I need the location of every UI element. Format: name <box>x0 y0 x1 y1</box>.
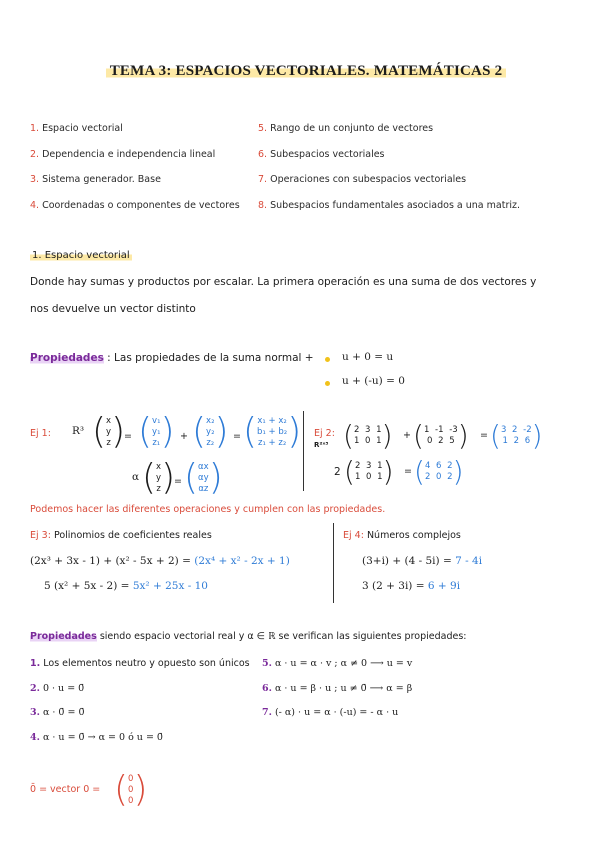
index-item-1: 1. Espacio vectorial <box>30 123 123 134</box>
vector-xyz-2: ( x y z ) <box>142 457 176 498</box>
zero-vector: ( 0 0 0 ) <box>114 769 148 810</box>
property-4: 4. α · u = 0̄ → α = 0 ó u = 0̄ <box>30 732 163 743</box>
divider <box>303 411 304 491</box>
index-item-8: 8. Subespacios fundamentales asociados a una matriz. <box>258 200 520 211</box>
example-2-space: R²ˣ³ <box>314 441 329 449</box>
index-item-6: 6. Subespacios vectoriales <box>258 149 385 160</box>
divider <box>333 523 334 603</box>
matrix-3: ( 2 3 1 1 0 1 ) <box>344 455 394 488</box>
matrix-scaled: ( 4 6 2 2 0 2 ) <box>414 455 464 488</box>
property-2: 2. 0 · u = 0̄ <box>30 683 85 694</box>
index-item-7: 7. Operaciones con subespacios vectoriales <box>258 174 467 185</box>
section-heading: 1. Espacio vectorial <box>32 250 130 261</box>
bullet-icon <box>325 357 330 362</box>
property-7: 7. (- α) · u = α · (-u) = - α · u <box>262 707 399 718</box>
example-3-sum: (2x³ + 3x - 1) + (x² - 5x + 2) = (2x⁴ + x² - 2x + 1) <box>30 555 290 567</box>
index-item-4: 4. Coordenadas o componentes de vectores <box>30 200 240 211</box>
property-1: 1. Los elementos neutro y opuesto son únicos <box>30 658 250 669</box>
section-text-line-2: nos devuelve un vector distinto <box>30 303 196 315</box>
section-text-line-1: Donde hay sumas y productos por escalar. La primera operación es una suma de dos vectores y <box>30 276 537 288</box>
property-3: 3. α · 0̄ = 0̄ <box>30 707 85 718</box>
matrix-sum: ( 3 2 -2 1 2 6 ) <box>490 419 543 452</box>
properties-line: Propiedades : Las propiedades de la suma normal + <box>30 352 314 364</box>
matrix-1: ( 2 3 1 1 0 1 ) <box>343 419 393 452</box>
example-3-header: Ej 3: Polinomios de coeficientes reales <box>30 530 212 541</box>
matrix-scalar: 2 <box>334 466 341 478</box>
vector-scaled: ( αx αy αz ) <box>184 457 223 498</box>
index-item-5: 5. Rango de un conjunto de vectores <box>258 123 434 134</box>
page-title: TEMA 3: ESPACIOS VECTORIALES. MATEMÁTICAS 2 <box>76 63 536 80</box>
note-text: Podemos hacer las diferentes operaciones y cumplen con las propiedades. <box>30 504 386 515</box>
vector-sum: ( x₁ + x₂ b₁ + b₂ z₁ + z₂ ) <box>243 411 302 452</box>
property-6: 6. α · u = β · u ; u ≠ 0̄ ⟶ α = β <box>262 683 413 694</box>
example-4-sum: (3+i) + (4 - 5i) = 7 - 4i <box>362 555 483 567</box>
example-1-space: R³ <box>72 425 85 437</box>
index-item-3: 3. Sistema generador. Base <box>30 174 161 185</box>
example-2-label: Ej 2: <box>314 428 335 439</box>
bullet-icon <box>325 381 330 386</box>
example-1-label: Ej 1: <box>30 428 51 439</box>
property-neutral: u + 0 = u <box>342 351 394 363</box>
zero-vector-text: 0̄ = vector 0 = <box>30 784 101 795</box>
example-4-product: 3 (2 + 3i) = 6 + 9i <box>362 580 461 592</box>
property-5: 5. α · u = α · v ; α ≠ 0 ⟶ u = v <box>262 658 413 669</box>
vector-xyz: ( x y z ) <box>92 411 126 452</box>
property-opposite: u + (-u) = 0 <box>342 375 405 387</box>
vector-2: ( x₂ y₂ z₂ ) <box>192 411 229 452</box>
properties-2-line: Propiedades siendo espacio vectorial real y α ∈ ℝ se verifican las siguientes propiedades: <box>30 631 467 642</box>
matrix-2: ( 1 -1 -3 0 2 5 ) <box>413 419 469 452</box>
vector-1: ( v₁ y₁ z₁ ) <box>138 411 175 452</box>
index-item-2: 2. Dependencia e independencia lineal <box>30 149 216 160</box>
example-3-product: 5 (x² + 5x - 2) = 5x² + 25x - 10 <box>44 580 208 592</box>
example-4-header: Ej 4: Números complejos <box>343 530 461 541</box>
alpha-scalar: α <box>132 471 140 483</box>
